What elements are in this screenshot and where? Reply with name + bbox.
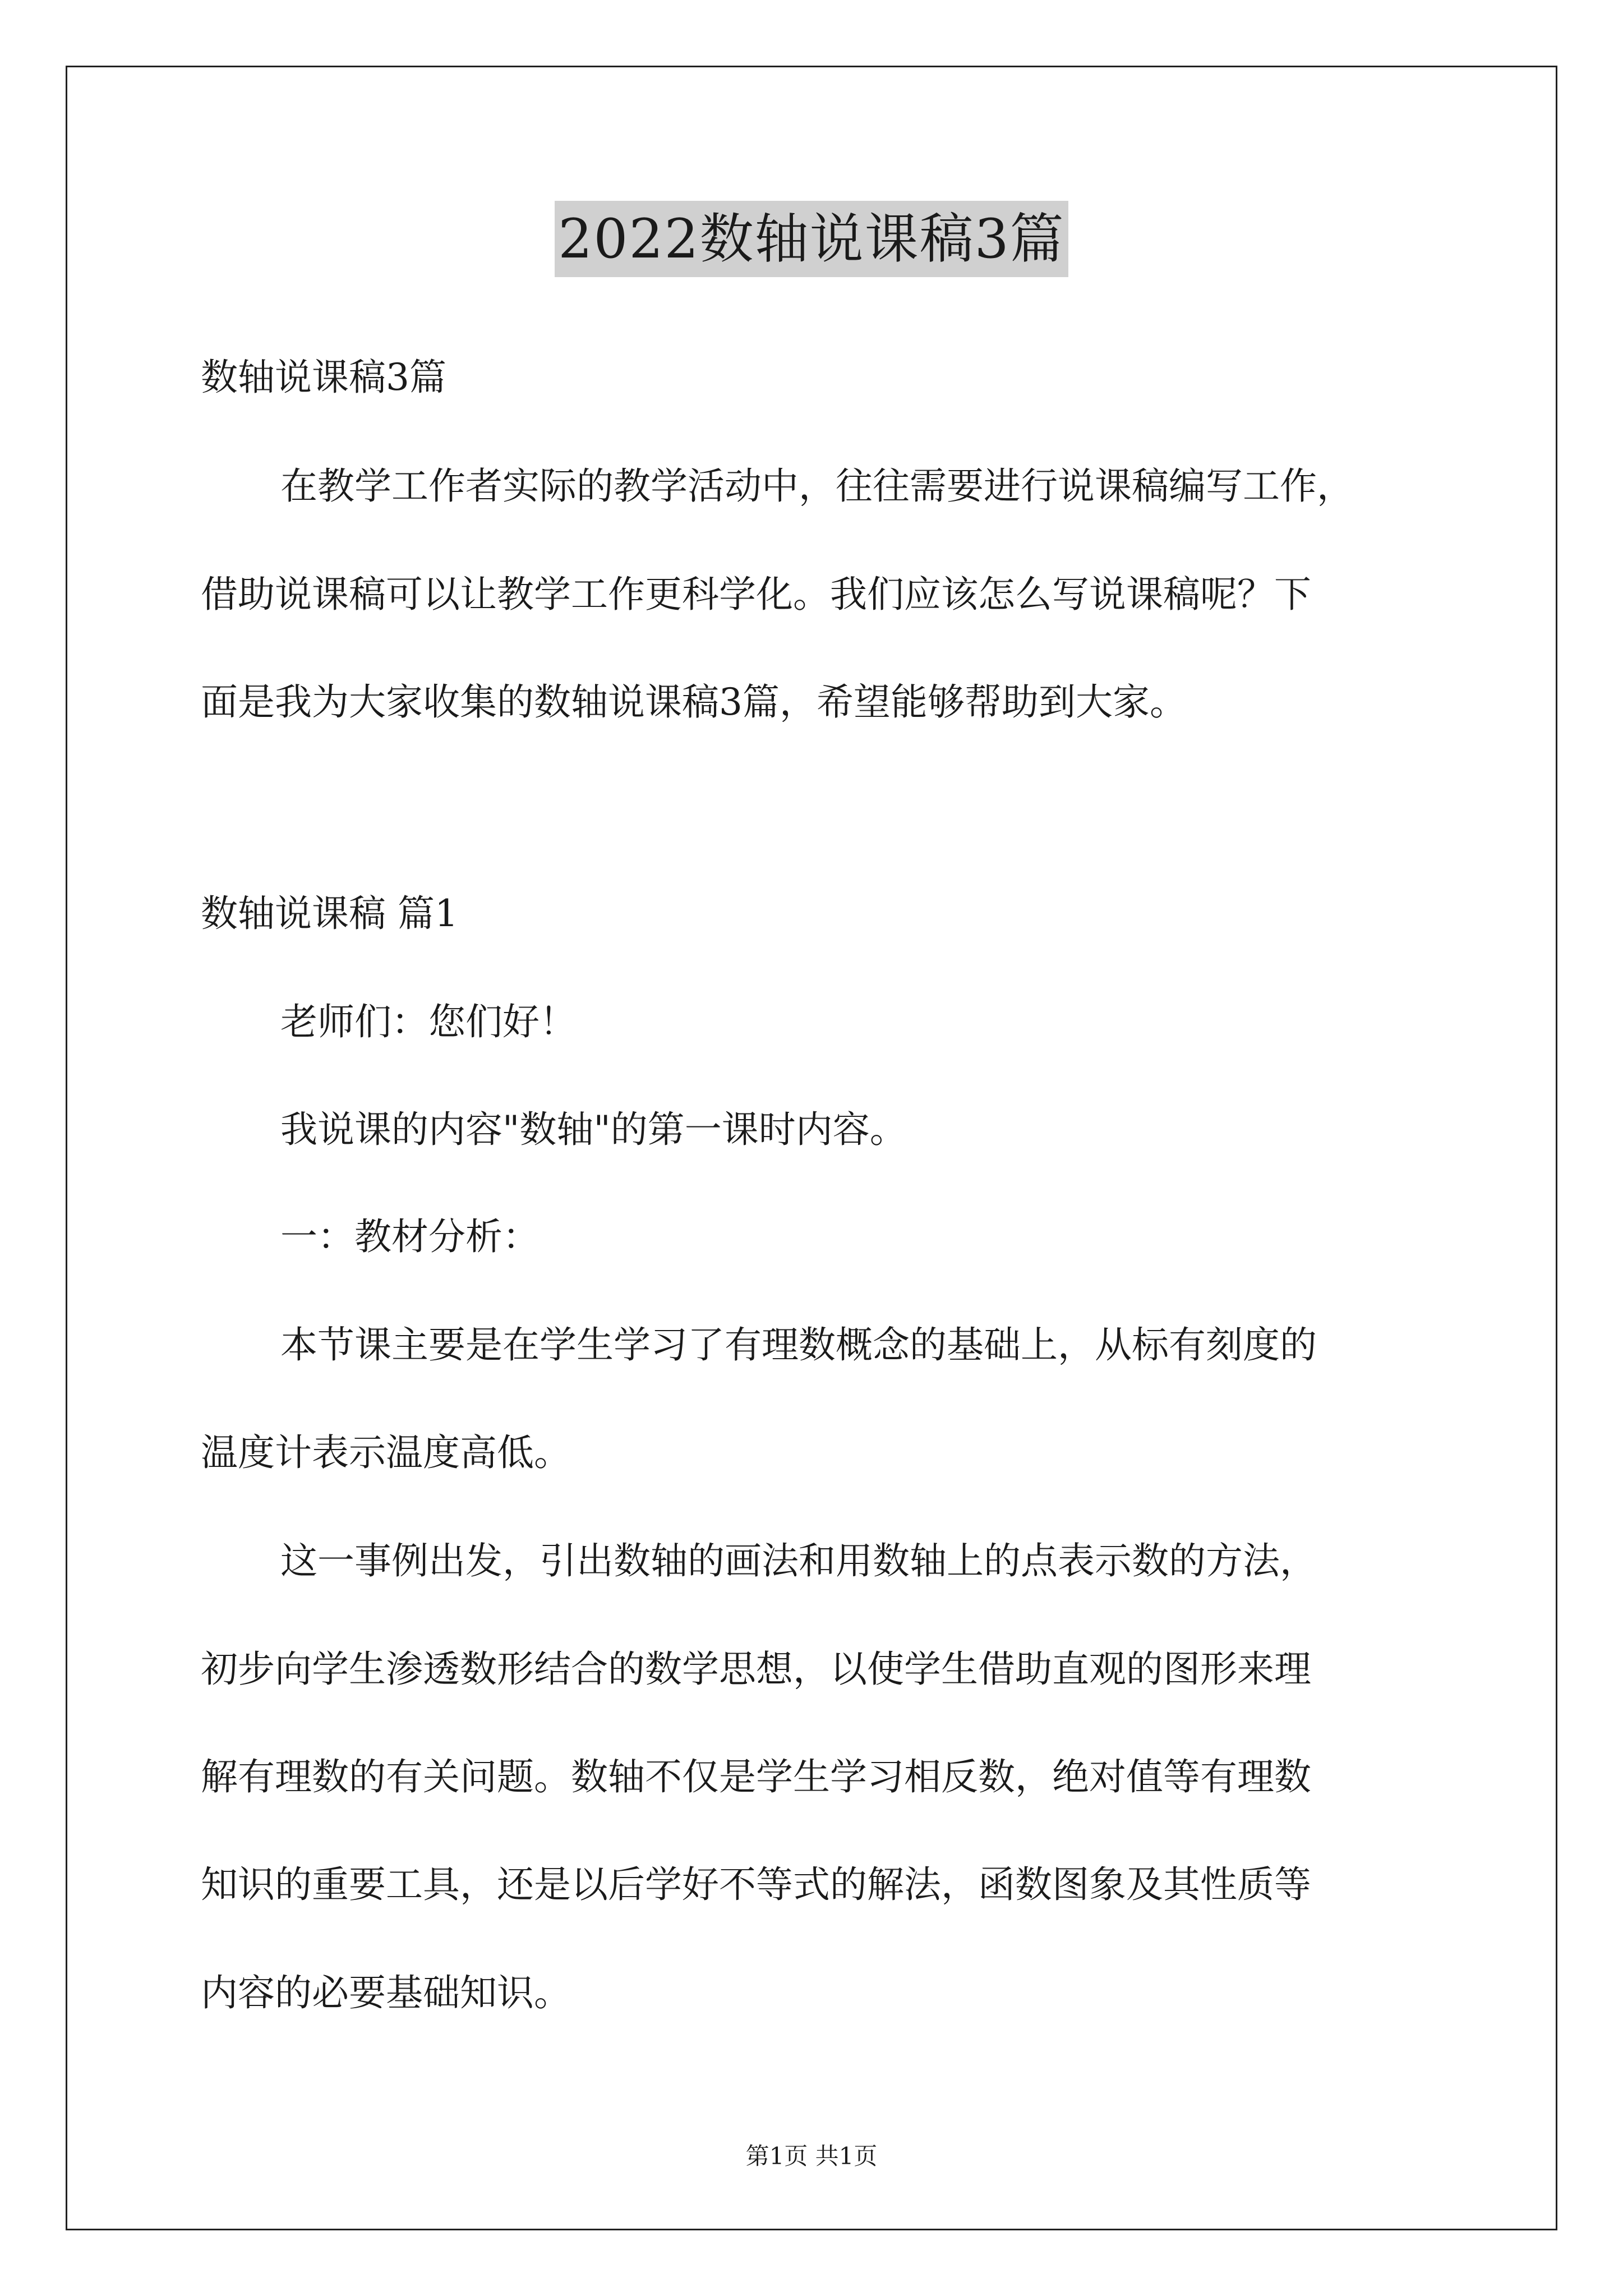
paragraph-1-line-2: 温度计表示温度高低。 [201,1431,571,1474]
intro-line-3: 面是我为大家收集的数轴说课稿3篇，希望能够帮助到大家。 [201,680,1187,724]
greeting: 老师们：您们好！ [280,1000,577,1043]
document-subtitle: 数轴说课稿3篇 [201,356,446,399]
paragraph-2-line-2: 初步向学生渗透数形结合的数学思想，以使学生借助直观的图形来理 [201,1648,1311,1691]
paragraph-2-line-3: 解有理数的有关问题。数轴不仅是学生学习相反数，绝对值等有理数 [201,1755,1311,1798]
page-footer: 第1页 共1页 [745,2142,878,2170]
paragraph-2-line-4: 知识的重要工具，还是以后学好不等式的解法，函数图象及其性质等 [201,1863,1311,1906]
title-container [0,201,1623,277]
intro-line-1: 在教学工作者实际的教学活动中，往往需要进行说课稿编写工作， [280,464,1354,508]
paragraph-2-line-1: 这一事例出发，引出数轴的画法和用数轴上的点表示数的方法， [280,1539,1317,1582]
section-heading: 数轴说课稿 篇1 [201,892,458,935]
document-title: 2022数轴说课稿3篇 [555,201,1068,277]
paragraph-1-line-1: 本节课主要是在学生学习了有理数概念的基础上，从标有刻度的 [280,1323,1317,1366]
topic-line: 我说课的内容"数轴"的第一课时内容。 [280,1108,907,1151]
paragraph-2-line-5: 内容的必要基础知识。 [201,1971,571,2014]
intro-line-2: 借助说课稿可以让教学工作更科学化。我们应该怎么写说课稿呢？下 [201,573,1311,616]
analysis-heading: 一：教材分析： [280,1215,540,1258]
